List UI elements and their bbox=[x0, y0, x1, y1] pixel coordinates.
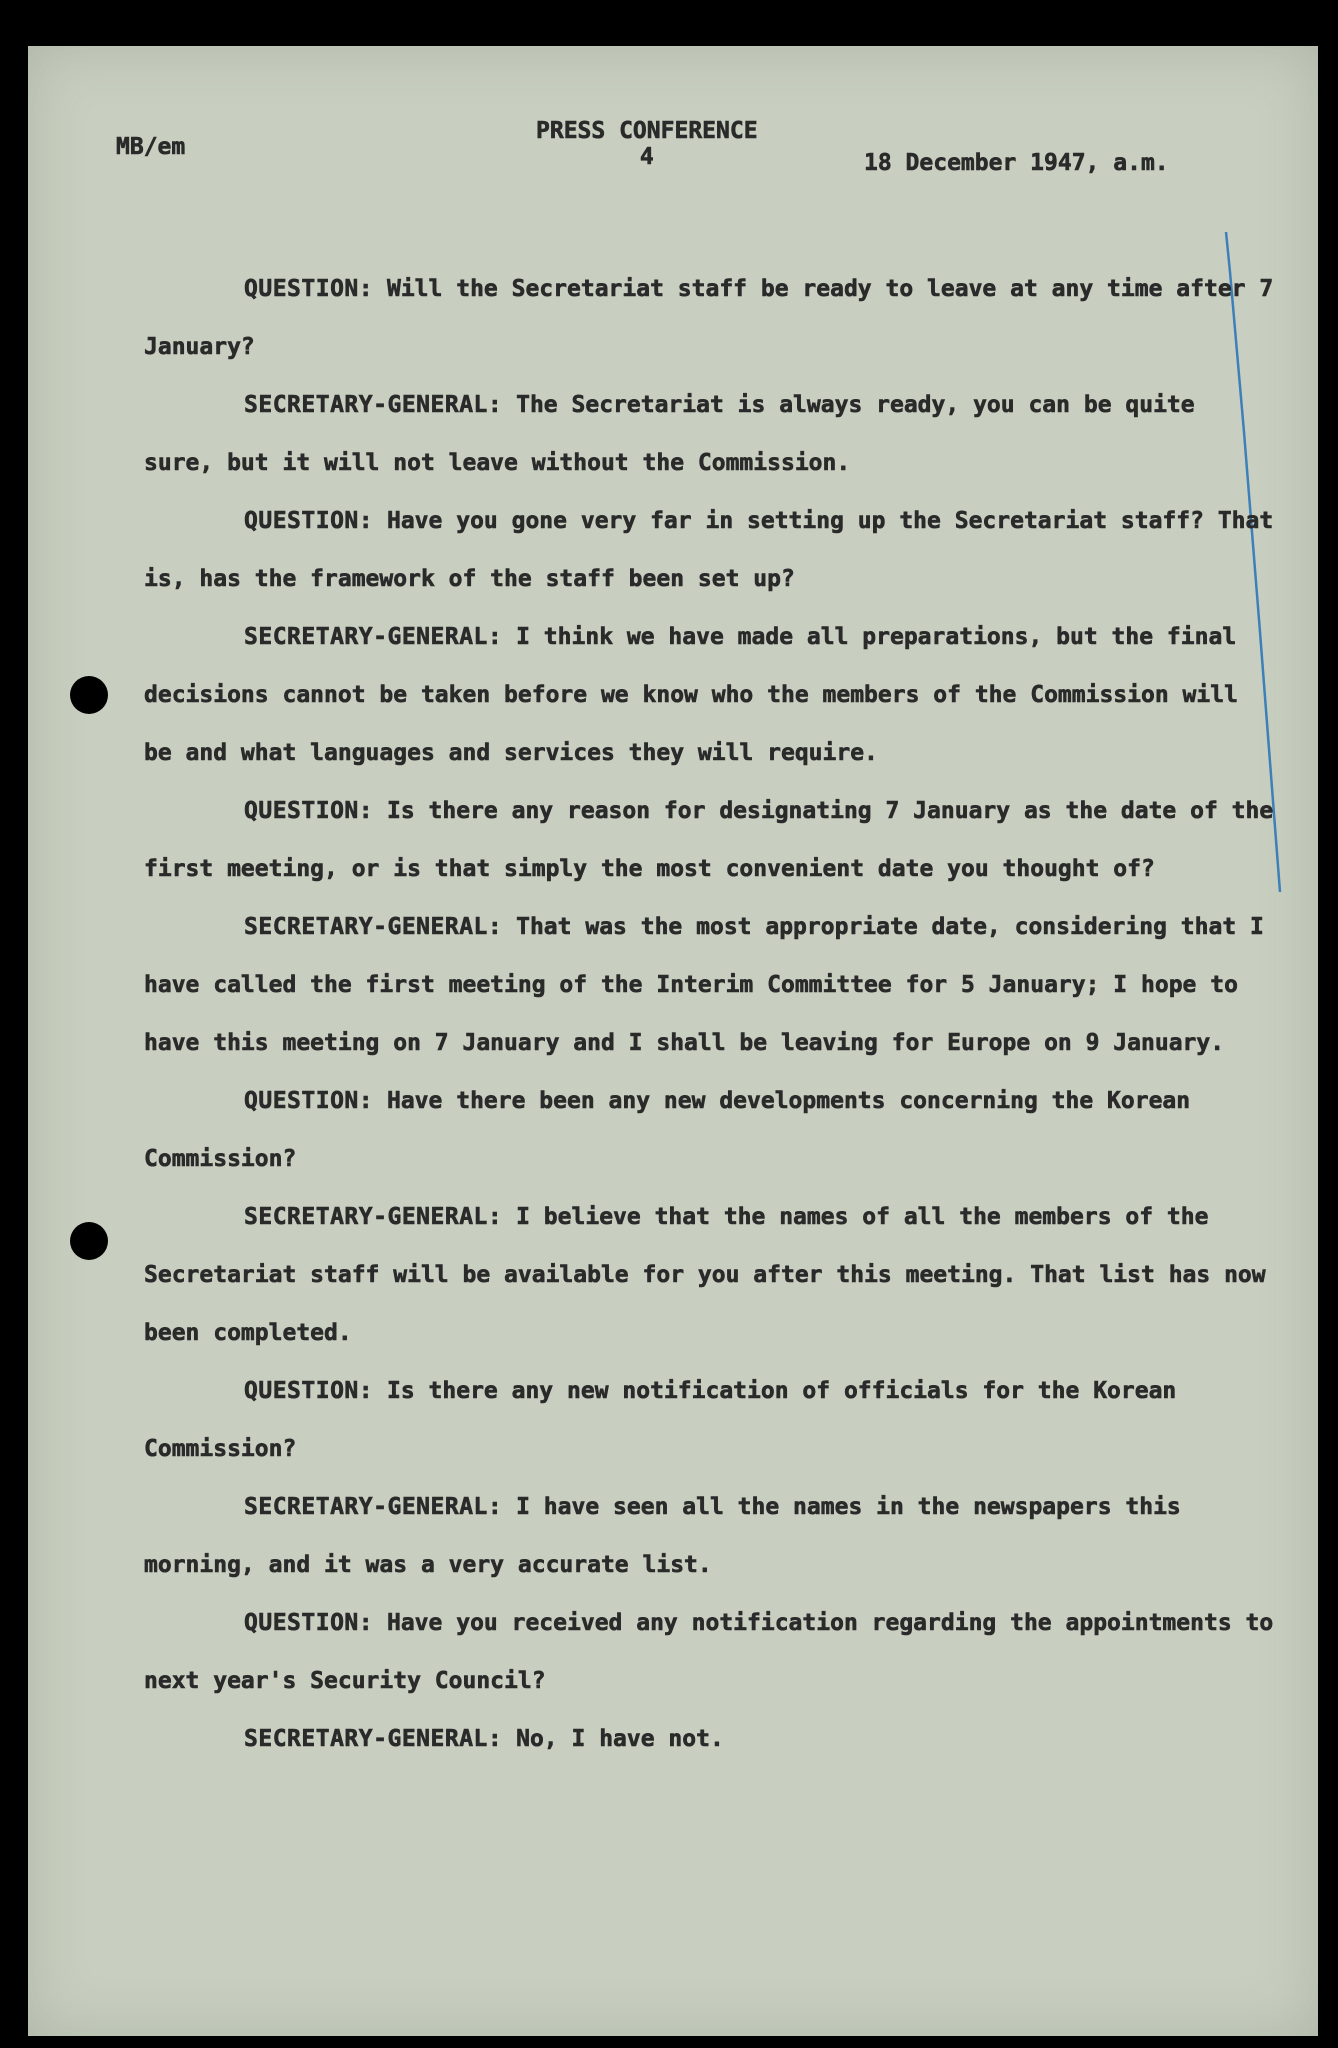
transcript-entry bbox=[144, 898, 1274, 1072]
speaker-label: QUESTION: bbox=[244, 798, 374, 824]
speaker-label: SECRETARY-GENERAL: bbox=[244, 914, 503, 940]
entry-text: Is there any new notification of officials for the Korean Commission? bbox=[144, 1378, 1177, 1462]
document-page bbox=[28, 46, 1318, 2036]
entry-text: Have you gone very far in setting up the Secretariat staff? That is, has the framework of the staff been set up? bbox=[144, 508, 1274, 592]
transcript-entry bbox=[144, 260, 1274, 376]
transcript-entry bbox=[144, 1594, 1274, 1710]
transcript-body bbox=[144, 260, 1274, 1768]
speaker-label: QUESTION: bbox=[244, 1610, 374, 1636]
transcript-entry bbox=[144, 1362, 1274, 1478]
entry-text: I think we have made all preparations, but the final decisions cannot be taken before we know who the members of the Commission will be and what languages and services they will require. bbox=[144, 624, 1238, 766]
speaker-label: QUESTION: bbox=[244, 276, 374, 302]
speaker-label: QUESTION: bbox=[244, 1088, 374, 1114]
speaker-label: SECRETARY-GENERAL: bbox=[244, 1494, 503, 1520]
binder-punch-hole bbox=[70, 676, 108, 714]
page-number: 4 bbox=[639, 144, 654, 170]
transcript-entry bbox=[144, 1710, 1274, 1768]
binder-punch-hole bbox=[70, 1222, 108, 1260]
reference-code: MB/em bbox=[116, 134, 186, 160]
transcript-entry bbox=[144, 376, 1274, 492]
speaker-label: SECRETARY-GENERAL: bbox=[244, 392, 503, 418]
transcript-entry bbox=[144, 1072, 1274, 1188]
speaker-label: QUESTION: bbox=[244, 1378, 374, 1404]
transcript-entry bbox=[144, 1478, 1274, 1594]
entry-text: That was the most appropriate date, considering that I have called the first meeting of the Interim Committee for 5 January; I hope to have this meeting on 7 January and I shall be leaving for Europe on 9 January. bbox=[144, 914, 1264, 1056]
entry-text: The Secretariat is always ready, you can be quite sure, but it will not leave without the Commission. bbox=[144, 392, 1195, 476]
speaker-label: SECRETARY-GENERAL: bbox=[244, 624, 503, 650]
document-date: 18 December 1947, a.m. bbox=[864, 150, 1169, 176]
entry-text: Have you received any notification regarding the appointments to next year's Security Council? bbox=[144, 1610, 1274, 1694]
transcript-entry bbox=[144, 608, 1274, 782]
entry-text: I believe that the names of all the members of the Secretariat staff will be available for you after this meeting. That list has now been completed. bbox=[144, 1204, 1266, 1346]
entry-text: Is there any reason for designating 7 January as the date of the first meeting, or is that simply the most convenient date you thought of? bbox=[144, 798, 1274, 882]
transcript-entry bbox=[144, 782, 1274, 898]
entry-text: Will the Secretariat staff be ready to leave at any time after 7 January? bbox=[144, 276, 1274, 360]
transcript-entry bbox=[144, 1188, 1274, 1362]
transcript-entry bbox=[144, 492, 1274, 608]
entry-text: No, I have not. bbox=[516, 1726, 724, 1752]
speaker-label: QUESTION: bbox=[244, 508, 374, 534]
document-title: PRESS CONFERENCE bbox=[536, 118, 758, 144]
speaker-label: SECRETARY-GENERAL: bbox=[244, 1726, 503, 1752]
entry-text: Have there been any new developments concerning the Korean Commission? bbox=[144, 1088, 1191, 1172]
entry-text: I have seen all the names in the newspapers this morning, and it was a very accurate list. bbox=[144, 1494, 1181, 1578]
document-title-block bbox=[536, 118, 758, 170]
speaker-label: SECRETARY-GENERAL: bbox=[244, 1204, 503, 1230]
